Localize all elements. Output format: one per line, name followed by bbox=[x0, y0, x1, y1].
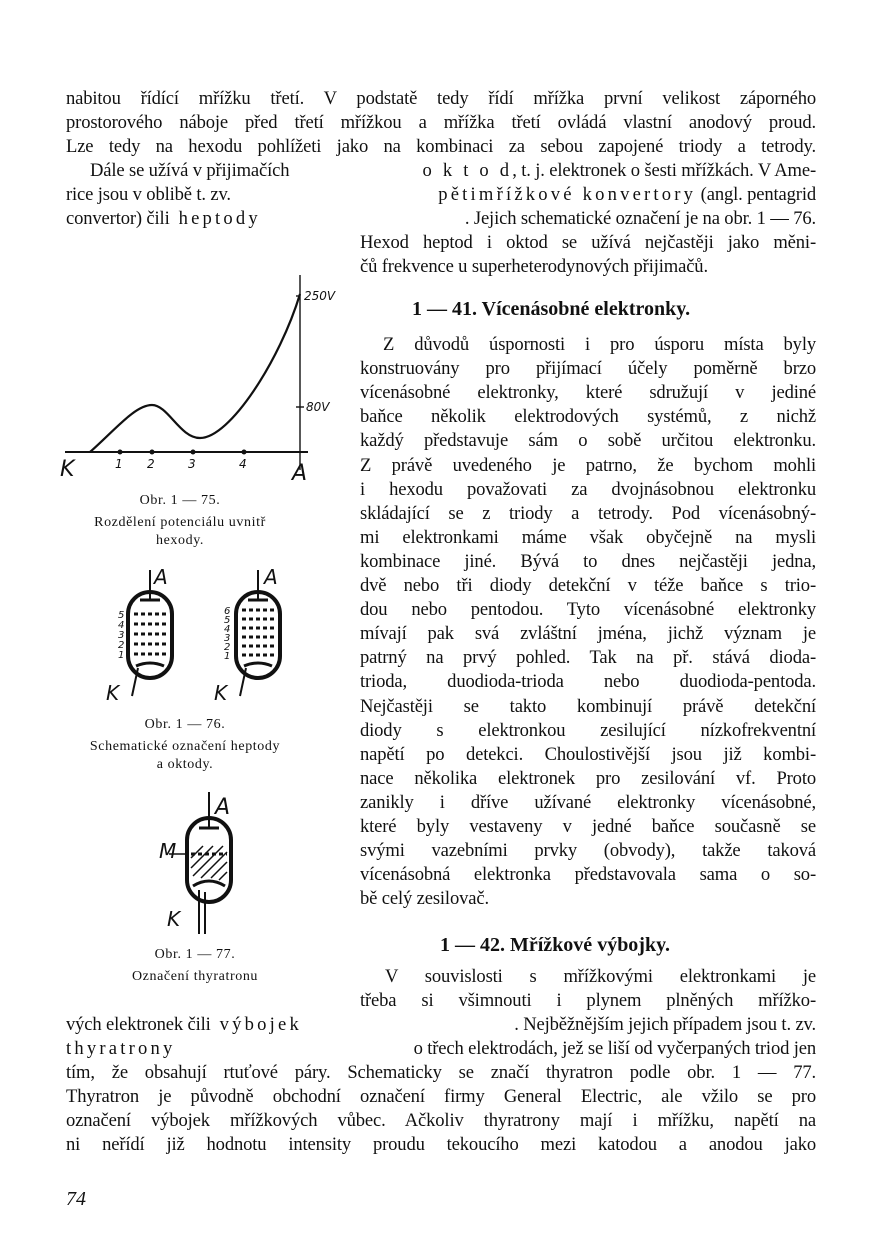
body-line: dvě nebo tři diody detekční v téže baňce s trio- bbox=[360, 575, 816, 596]
tick-dot-1 bbox=[118, 450, 123, 455]
figure-caption: a oktody. bbox=[156, 757, 214, 772]
body-line: bě celý zesilovač. bbox=[360, 888, 489, 909]
body-line bbox=[90, 159, 816, 183]
text-run: , t. j. elektronek o šesti mřížkách. V Ame- bbox=[512, 160, 816, 181]
text-run: convertor) čili bbox=[66, 208, 170, 229]
body-line bbox=[66, 1037, 816, 1061]
text-run: (angl. pentagrid bbox=[696, 184, 816, 205]
body-line: Thyratron je původně obchodní označení firmy General Electric, ale vžilo se pro bbox=[66, 1086, 816, 1107]
text-run: vých elektronek čili bbox=[66, 1014, 211, 1035]
tick-label-4: 4 bbox=[239, 457, 247, 471]
label-anode-a: A bbox=[292, 461, 308, 486]
body-line: vícenásobné elektronky, které sdružují v jediné bbox=[360, 382, 816, 403]
body-line: Z důvodů úspornosti i pro úsporu místa byly bbox=[383, 334, 816, 355]
page-number: 74 bbox=[66, 1188, 86, 1210]
body-line bbox=[66, 183, 816, 207]
grid-number: 4 bbox=[224, 624, 231, 635]
body-line: nabitou řídící mřížku třetí. V podstatě tedy řídí mřížka první velikost záporného bbox=[66, 88, 816, 109]
body-line: trioda, duodioda-trioda nebo duodioda-pentoda. bbox=[360, 671, 816, 692]
grid-number: 5 bbox=[118, 610, 125, 621]
figure-caption: Schematické označení heptody bbox=[89, 739, 281, 754]
body-line: patrný na prvý pohled. Tak na př. stává dioda- bbox=[360, 647, 816, 668]
body-line: prostorového náboje před třetí mřížkou a mřížka třetí ovládá vlastní anodový proud. bbox=[66, 112, 816, 133]
body-line: označení výbojek mřížkových vůbec. Ačkoliv thyratrony mají i mřížku, napětí na bbox=[66, 1110, 816, 1131]
body-line: kombinace jiné. Bývá to dnes nejčastěji jedna, bbox=[360, 551, 816, 572]
body-line: napětí po detekci. Choulostivější jsou již kombi- bbox=[360, 744, 816, 765]
figure-caption: hexody. bbox=[155, 533, 204, 548]
spaced-word: o k t o d bbox=[422, 160, 513, 181]
body-line: třeba si všimnouti i plynem plněných mřížko- bbox=[360, 990, 816, 1011]
text-run bbox=[66, 207, 261, 231]
grid-number: 3 bbox=[118, 630, 125, 641]
grid-number: 1 bbox=[224, 651, 231, 662]
figure-caption-number: Obr. 1 — 77. bbox=[154, 947, 236, 962]
grid-lines bbox=[242, 610, 274, 655]
body-line: dou nebo pentodou. Tyto vícenásobné elektronky bbox=[360, 599, 816, 620]
body-line: vícenásobná elektronka představovala sama o so- bbox=[360, 864, 816, 885]
body-line: Lze tedy na hexodu pohlížeti jako na kombinaci za sebou zapojené triody a tetrody. bbox=[66, 136, 816, 157]
tick-label-2: 2 bbox=[147, 457, 155, 471]
tick-dot-3 bbox=[191, 450, 196, 455]
text-run bbox=[438, 183, 816, 207]
section-heading: 1 — 41. Vícenásobné elektronky. bbox=[412, 298, 691, 320]
label-250v: 250V bbox=[304, 289, 336, 303]
grid-number: 3 bbox=[224, 633, 231, 644]
text-run: . Jejich schematické označení je na obr. 1 — 76. bbox=[464, 208, 816, 229]
text-run: . Nejběžnějším jejich případem jsou t. zv. bbox=[514, 1014, 816, 1035]
grid-number: 5 bbox=[224, 615, 231, 626]
body-line: skládající se z triody a tetrody. Pod vícenásobný- bbox=[360, 503, 816, 524]
tick-label-3: 3 bbox=[188, 457, 196, 471]
cathode bbox=[244, 663, 272, 666]
figure-caption-number: Obr. 1 — 76. bbox=[144, 717, 226, 732]
label-cathode-k: K bbox=[214, 681, 228, 705]
figure-caption: Rozdělení potenciálu uvnitř bbox=[94, 515, 266, 530]
figure-1-76-heptode-symbol bbox=[100, 565, 190, 708]
cathode bbox=[193, 881, 225, 886]
body-line: ni neřídí již hodnotu intensity proudu tekoucího mezi katodou a anodou jako bbox=[66, 1134, 816, 1155]
text-run bbox=[423, 159, 816, 183]
spaced-word: výbojek bbox=[219, 1014, 302, 1035]
spaced-word: pětimřížkové konvertory bbox=[438, 184, 697, 205]
potential-curve bbox=[90, 294, 300, 452]
body-line: V souvislosti s mřížkovými elektronkami je bbox=[385, 966, 816, 987]
figure-caption-number: Obr. 1 — 75. bbox=[139, 493, 221, 508]
tick-label-1: 1 bbox=[115, 457, 123, 471]
body-line: svými vazebními prvky (obvody), takže taková bbox=[360, 840, 816, 861]
body-line: mívají pak svá zvláštní jména, jichž význam je bbox=[360, 623, 816, 644]
label-cathode-k: K bbox=[106, 681, 120, 705]
body-line: diody s elektronkou zesilující nízkofrekventní bbox=[360, 720, 816, 741]
label-anode-a: A bbox=[154, 565, 168, 589]
body-line bbox=[66, 207, 816, 231]
cathode bbox=[136, 663, 164, 666]
body-line: mi elektronkami máme však obyčejně na mysli bbox=[360, 527, 816, 548]
body-line bbox=[66, 1013, 816, 1037]
figure-1-77-thyratron-symbol bbox=[155, 788, 255, 938]
body-line: i hexodu považovati za dvojnásobnou elektronku bbox=[360, 479, 816, 500]
label-anode-a: A bbox=[215, 795, 231, 820]
text-run bbox=[66, 1013, 302, 1037]
grid-lines bbox=[134, 614, 166, 654]
body-line: tím, že obsahují rtuťové páry. Schematicky se značí thyratron podle obr. 1 — 77. bbox=[66, 1062, 816, 1083]
label-grid-m: M bbox=[159, 839, 177, 863]
figure-1-76-octode-symbol bbox=[200, 565, 300, 708]
figure-1-75-potential-graph bbox=[60, 270, 350, 485]
grid-number: 2 bbox=[224, 642, 231, 653]
text-run: rice jsou v oblibě t. zv. bbox=[66, 184, 231, 205]
grid-number: 4 bbox=[118, 620, 125, 631]
body-line: konstruovány pro přijímací účely poměrně brzo bbox=[360, 358, 816, 379]
body-line: každý představuje sám o sobě určitou elektronku. bbox=[360, 430, 816, 451]
tube-envelope bbox=[236, 592, 280, 678]
body-line: které byly vestaveny v jedné baňce současně se bbox=[360, 816, 816, 837]
tick-dot-4 bbox=[242, 450, 247, 455]
text-run: Dále se užívá v přijimačích bbox=[90, 160, 290, 181]
body-line: nace několika elektronek pro zesilování vf. Proto bbox=[360, 768, 816, 789]
label-cathode-k: K bbox=[167, 907, 181, 931]
text-run: o třech elektrodách, jež se liší od vyčerpaných triod jen bbox=[413, 1038, 816, 1059]
label-cathode-k: K bbox=[60, 457, 75, 482]
tick-dot-2 bbox=[150, 450, 155, 455]
body-line: Z právě uvedeného je patrno, že bychom mohli bbox=[360, 455, 816, 476]
body-line: Hexod heptod i oktod se užívá nejčastěji jako měni- bbox=[360, 232, 816, 253]
body-line: baňce několik elektrodových systémů, z nichž bbox=[360, 406, 816, 427]
body-line: zanikly i dříve užívané elektronky vícenásobné, bbox=[360, 792, 816, 813]
gas-hatching bbox=[191, 846, 227, 880]
figure-caption: Označení thyratronu bbox=[131, 969, 259, 984]
grid-number: 2 bbox=[118, 640, 125, 651]
body-line: čů frekvence u superheterodynových přijimačů. bbox=[360, 256, 708, 277]
body-line: Nejčastěji se takto kombinují právě detekční bbox=[360, 696, 816, 717]
spaced-word: thyratrony bbox=[66, 1038, 176, 1059]
grid-number: 1 bbox=[118, 650, 125, 661]
grid-number: 6 bbox=[224, 606, 231, 617]
spaced-word: heptody bbox=[178, 208, 261, 229]
label-80v: 80V bbox=[306, 400, 330, 414]
section-heading: 1 — 42. Mřížkové výbojky. bbox=[440, 934, 670, 956]
label-anode-a: A bbox=[264, 565, 278, 589]
